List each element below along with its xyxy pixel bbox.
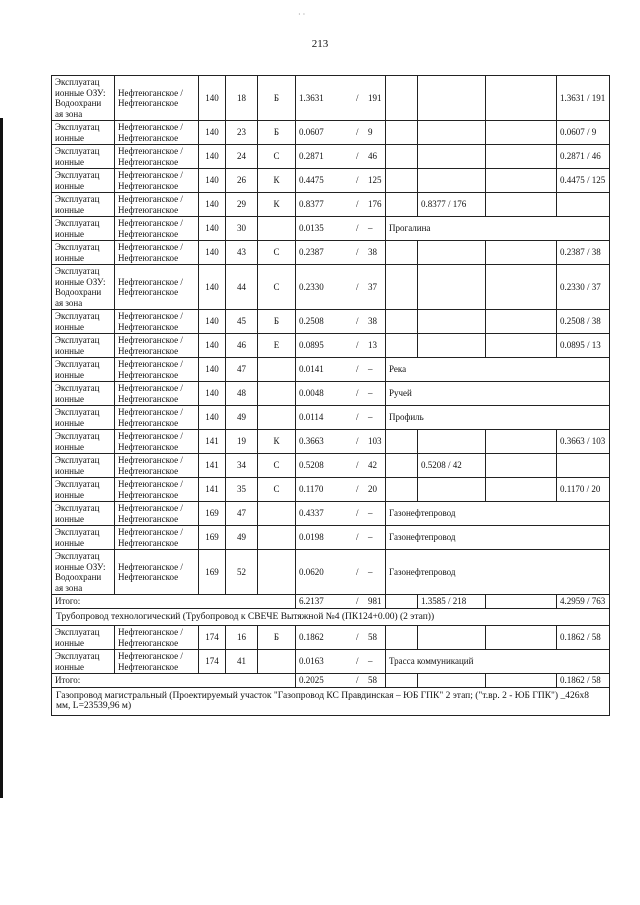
section-number: 47 [226, 358, 258, 382]
note [418, 241, 486, 265]
quarter-number: 141 [199, 430, 226, 454]
category [258, 217, 296, 241]
note: Газонефтепровод [386, 550, 610, 595]
empty-cell [486, 478, 557, 502]
table-row [52, 454, 610, 478]
empty-cell [386, 265, 418, 310]
note [418, 334, 486, 358]
section-number: 45 [226, 310, 258, 334]
last-value: 0.1170 / 20 [557, 478, 610, 502]
last-value: 0.2330 / 37 [557, 265, 610, 310]
note [418, 478, 486, 502]
last-value: 1.3631 / 191 [557, 76, 610, 121]
owner: Нефтеюганское / Нефтеюганское [115, 478, 199, 502]
owner: Нефтеюганское / Нефтеюганское [115, 358, 199, 382]
category [258, 406, 296, 430]
last-value: 0.2387 / 38 [557, 241, 610, 265]
empty-cell [386, 241, 418, 265]
note: Газонефтепровод [386, 526, 610, 550]
note: Река [386, 358, 610, 382]
table-row [52, 430, 610, 454]
usage-type: Эксплуатац ионные [52, 310, 115, 334]
owner: Нефтеюганское / Нефтеюганское [115, 217, 199, 241]
empty-cell [486, 626, 557, 650]
empty-cell [486, 76, 557, 121]
owner: Нефтеюганское / Нефтеюганское [115, 626, 199, 650]
area-value: 0.0141 / – [296, 358, 386, 382]
quarter-number: 174 [199, 650, 226, 674]
area-value: 0.2330 / 37 [296, 265, 386, 310]
table-row [52, 265, 610, 310]
note [418, 310, 486, 334]
empty-cell [486, 310, 557, 334]
table-row [52, 626, 610, 650]
note [418, 145, 486, 169]
category: Б [258, 310, 296, 334]
usage-type: Эксплуатац ионные [52, 526, 115, 550]
quarter-number: 169 [199, 502, 226, 526]
total-row [52, 595, 610, 609]
table-row [52, 650, 610, 674]
section-number: 43 [226, 241, 258, 265]
section-number: 46 [226, 334, 258, 358]
table-row [52, 334, 610, 358]
usage-type: Эксплуатац ионные [52, 478, 115, 502]
table-row [52, 358, 610, 382]
empty-cell [486, 265, 557, 310]
table-row [52, 382, 610, 406]
owner: Нефтеюганское / Нефтеюганское [115, 650, 199, 674]
area-value: 0.0163 / – [296, 650, 386, 674]
owner: Нефтеюганское / Нефтеюганское [115, 265, 199, 310]
owner: Нефтеюганское / Нефтеюганское [115, 241, 199, 265]
note [418, 76, 486, 121]
empty-cell [486, 454, 557, 478]
quarter-number: 140 [199, 193, 226, 217]
area-value: 0.0620 / – [296, 550, 386, 595]
category [258, 502, 296, 526]
table-row [52, 217, 610, 241]
usage-type: Эксплуатац ионные ОЗУ: Водоохрани ая зона [52, 265, 115, 310]
category [258, 650, 296, 674]
category: Б [258, 121, 296, 145]
usage-type: Эксплуатац ионные [52, 193, 115, 217]
category: С [258, 241, 296, 265]
empty-cell [386, 478, 418, 502]
note [418, 169, 486, 193]
quarter-number: 140 [199, 406, 226, 430]
owner: Нефтеюганское / Нефтеюганское [115, 550, 199, 595]
table-row [52, 502, 610, 526]
note: 0.8377 / 176 [418, 193, 486, 217]
empty-cell [386, 169, 418, 193]
table-row [52, 169, 610, 193]
empty-cell [486, 241, 557, 265]
area-value: 0.2871 / 46 [296, 145, 386, 169]
note [418, 121, 486, 145]
usage-type: Эксплуатац ионные [52, 358, 115, 382]
section-number: 29 [226, 193, 258, 217]
table-row [52, 310, 610, 334]
area-value: 0.2387 / 38 [296, 241, 386, 265]
note: Трасса коммуникаций [386, 650, 610, 674]
empty-cell [386, 674, 418, 688]
parcel-table [51, 75, 610, 716]
last-value: 0.1862 / 58 [557, 626, 610, 650]
total-last: 0.1862 / 58 [557, 674, 610, 688]
scan-artifact: · · [298, 10, 306, 19]
quarter-number: 140 [199, 358, 226, 382]
empty-cell [386, 430, 418, 454]
section-number: 30 [226, 217, 258, 241]
usage-type: Эксплуатац ионные [52, 145, 115, 169]
section-number: 47 [226, 502, 258, 526]
total-value: 6.2137 / 981 [296, 595, 386, 609]
usage-type: Эксплуатац ионные [52, 382, 115, 406]
table-row [52, 193, 610, 217]
section-number: 49 [226, 406, 258, 430]
category [258, 526, 296, 550]
last-value: 0.0895 / 13 [557, 334, 610, 358]
note: Газонефтепровод [386, 502, 610, 526]
area-value: 0.0135 / – [296, 217, 386, 241]
quarter-number: 140 [199, 265, 226, 310]
usage-type: Эксплуатац ионные ОЗУ: Водоохрани ая зона [52, 550, 115, 595]
owner: Нефтеюганское / Нефтеюганское [115, 145, 199, 169]
empty-cell [486, 674, 557, 688]
category: К [258, 193, 296, 217]
category: Б [258, 76, 296, 121]
area-value: 0.0048 / – [296, 382, 386, 406]
empty-cell [386, 626, 418, 650]
empty-cell [386, 76, 418, 121]
quarter-number: 140 [199, 76, 226, 121]
total-last: 4.2959 / 763 [557, 595, 610, 609]
empty-cell [486, 145, 557, 169]
last-value [557, 454, 610, 478]
usage-type: Эксплуатац ионные [52, 241, 115, 265]
category: С [258, 145, 296, 169]
usage-type: Эксплуатац ионные [52, 650, 115, 674]
area-value: 0.4337 / – [296, 502, 386, 526]
section-number: 19 [226, 430, 258, 454]
last-value: 0.3663 / 103 [557, 430, 610, 454]
empty-cell [486, 595, 557, 609]
table-row [52, 145, 610, 169]
section-number: 18 [226, 76, 258, 121]
total-note: 1.3585 / 218 [418, 595, 486, 609]
total-note [418, 674, 486, 688]
table-row [52, 550, 610, 595]
last-value: 0.4475 / 125 [557, 169, 610, 193]
usage-type: Эксплуатац ионные [52, 334, 115, 358]
quarter-number: 141 [199, 454, 226, 478]
owner: Нефтеюганское / Нефтеюганское [115, 382, 199, 406]
table-row [52, 406, 610, 430]
last-value: 0.2871 / 46 [557, 145, 610, 169]
table-row [52, 121, 610, 145]
empty-cell [486, 169, 557, 193]
section-number: 44 [226, 265, 258, 310]
last-value [557, 193, 610, 217]
empty-cell [386, 193, 418, 217]
section-number: 48 [226, 382, 258, 406]
area-value: 0.2508 / 38 [296, 310, 386, 334]
section-number: 49 [226, 526, 258, 550]
owner: Нефтеюганское / Нефтеюганское [115, 502, 199, 526]
section-number: 26 [226, 169, 258, 193]
owner: Нефтеюганское / Нефтеюганское [115, 169, 199, 193]
category: К [258, 169, 296, 193]
footer-text: Газопровод магистральный (Проектируемый участок "Газопровод КС Правдинская – ЮБ ГПК" 2 этап; ("т.вр. 2 - ЮБ ГПК") _426х8 мм, L=23539,96 м) [52, 687, 610, 715]
category: Б [258, 626, 296, 650]
area-value: 0.0895 / 13 [296, 334, 386, 358]
quarter-number: 140 [199, 241, 226, 265]
owner: Нефтеюганское / Нефтеюганское [115, 310, 199, 334]
total-value: 0.2025 / 58 [296, 674, 386, 688]
owner: Нефтеюганское / Нефтеюганское [115, 526, 199, 550]
empty-cell [386, 145, 418, 169]
category [258, 550, 296, 595]
table-row [52, 76, 610, 121]
quarter-number: 140 [199, 382, 226, 406]
area-value: 0.3663 / 103 [296, 430, 386, 454]
quarter-number: 140 [199, 121, 226, 145]
usage-type: Эксплуатац ионные [52, 217, 115, 241]
table-row [52, 526, 610, 550]
area-value: 0.8377 / 176 [296, 193, 386, 217]
section-number: 34 [226, 454, 258, 478]
usage-type: Эксплуатац ионные [52, 406, 115, 430]
quarter-number: 140 [199, 169, 226, 193]
usage-type: Эксплуатац ионные [52, 169, 115, 193]
page-number: 213 [311, 38, 329, 50]
owner: Нефтеюганское / Нефтеюганское [115, 406, 199, 430]
empty-cell [486, 193, 557, 217]
area-value: 0.1170 / 20 [296, 478, 386, 502]
area-value: 0.4475 / 125 [296, 169, 386, 193]
section-title: Трубопровод технологический (Трубопровод к СВЕЧЕ Вытяжной №4 (ПК124+0.00) (2 этап)) [52, 608, 610, 626]
note: Прогалина [386, 217, 610, 241]
empty-cell [386, 310, 418, 334]
owner: Нефтеюганское / Нефтеюганское [115, 334, 199, 358]
footer-row [52, 687, 610, 715]
total-row [52, 674, 610, 688]
quarter-number: 140 [199, 145, 226, 169]
empty-cell [386, 595, 418, 609]
section-number: 41 [226, 650, 258, 674]
category: С [258, 478, 296, 502]
empty-cell [386, 334, 418, 358]
note: Ручей [386, 382, 610, 406]
category [258, 382, 296, 406]
note [418, 430, 486, 454]
note [418, 265, 486, 310]
left-margin-bar [0, 118, 3, 798]
area-value: 0.5208 / 42 [296, 454, 386, 478]
usage-type: Эксплуатац ионные [52, 430, 115, 454]
quarter-number: 174 [199, 626, 226, 650]
quarter-number: 169 [199, 550, 226, 595]
category [258, 358, 296, 382]
empty-cell [486, 334, 557, 358]
category: С [258, 454, 296, 478]
usage-type: Эксплуатац ионные [52, 502, 115, 526]
note [418, 626, 486, 650]
section-number: 52 [226, 550, 258, 595]
usage-type: Эксплуатац ионные [52, 454, 115, 478]
section-number: 23 [226, 121, 258, 145]
category: С [258, 265, 296, 310]
category: К [258, 430, 296, 454]
owner: Нефтеюганское / Нефтеюганское [115, 193, 199, 217]
empty-cell [386, 454, 418, 478]
area-value: 1.3631 / 191 [296, 76, 386, 121]
empty-cell [486, 121, 557, 145]
quarter-number: 140 [199, 217, 226, 241]
owner: Нефтеюганское / Нефтеюганское [115, 454, 199, 478]
note: Профиль [386, 406, 610, 430]
total-label: Итого: [52, 595, 296, 609]
usage-type: Эксплуатац ионные [52, 626, 115, 650]
owner: Нефтеюганское / Нефтеюганское [115, 121, 199, 145]
area-value: 0.0198 / – [296, 526, 386, 550]
owner: Нефтеюганское / Нефтеюганское [115, 76, 199, 121]
total-label: Итого: [52, 674, 296, 688]
usage-type: Эксплуатац ионные ОЗУ: Водоохрани ая зона [52, 76, 115, 121]
quarter-number: 141 [199, 478, 226, 502]
last-value: 0.2508 / 38 [557, 310, 610, 334]
last-value: 0.0607 / 9 [557, 121, 610, 145]
table-row [52, 241, 610, 265]
empty-cell [386, 121, 418, 145]
owner: Нефтеюганское / Нефтеюганское [115, 430, 199, 454]
section-header-row [52, 608, 610, 626]
section-number: 24 [226, 145, 258, 169]
category: Е [258, 334, 296, 358]
quarter-number: 169 [199, 526, 226, 550]
quarter-number: 140 [199, 334, 226, 358]
empty-cell [486, 430, 557, 454]
quarter-number: 140 [199, 310, 226, 334]
area-value: 0.0607 / 9 [296, 121, 386, 145]
note: 0.5208 / 42 [418, 454, 486, 478]
table-row [52, 478, 610, 502]
area-value: 0.0114 / – [296, 406, 386, 430]
section-number: 35 [226, 478, 258, 502]
section-number: 16 [226, 626, 258, 650]
area-value: 0.1862 / 58 [296, 626, 386, 650]
usage-type: Эксплуатац ионные [52, 121, 115, 145]
